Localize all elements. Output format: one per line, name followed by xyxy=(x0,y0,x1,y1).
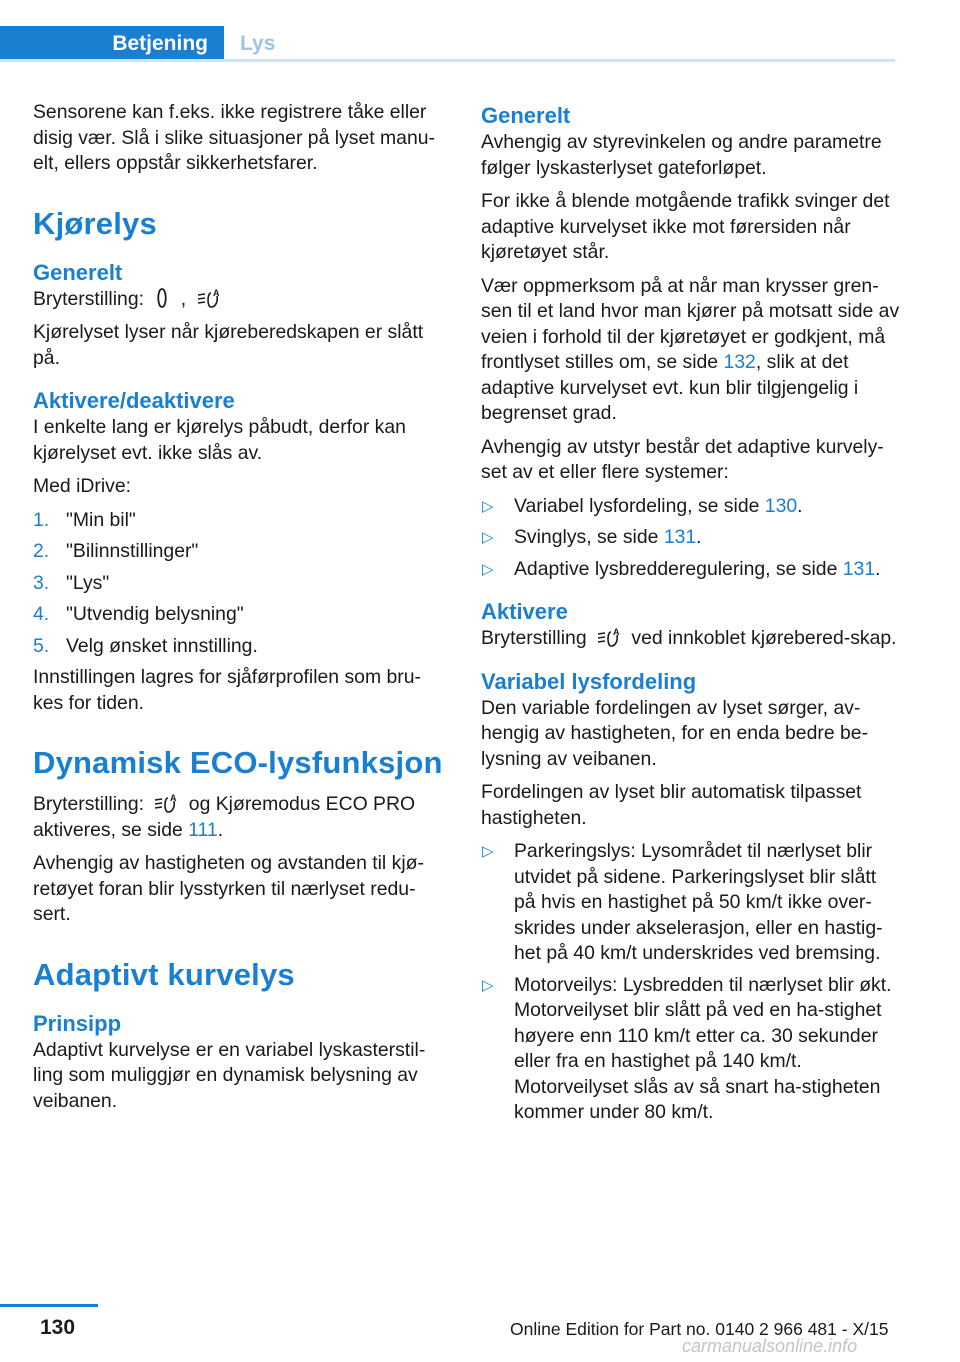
subheading-generelt: Generelt xyxy=(33,259,123,285)
list-item xyxy=(481,557,901,583)
left-column xyxy=(33,100,448,1122)
list-item xyxy=(481,973,901,1126)
heading-eco-light: Dynamisk ECO-lysfunksjon xyxy=(33,745,443,780)
automatic-headlight-icon xyxy=(196,287,222,309)
watermark: carmanualsonline.info xyxy=(682,1336,858,1356)
eco-text: og Kjøremodus ECO PRO aktiveres, se side xyxy=(33,793,416,841)
system-text: Svinglys, se side xyxy=(514,526,659,548)
idrive-label: Med iDrive: xyxy=(33,475,132,497)
light-modes-list xyxy=(481,839,901,1126)
generelt-p2: For ikke å blende motgående trafikk svinger det adaptive kurvelyset ikke mot førersiden når kjøretøyet står. xyxy=(481,190,890,263)
variabel-p1: Den variable fordelingen av lyset sørger, av-hengig av hastigheten, for en enda bedre be-lysning av veibanen. xyxy=(481,696,869,770)
triangle-bullet-icon: ▷ xyxy=(482,529,494,546)
intro-paragraph: Sensorene kan f.eks. ikke registrere tåke eller disig vær. Slå i slike situasjoner på lyset manu-elt, ellers oppstår sikkerhetsfarer. xyxy=(33,101,435,174)
triangle-bullet-icon: ▷ xyxy=(482,560,494,578)
generelt-p4: Avhengig av utstyr består det adaptive kurvely-set av et eller flere systemer: xyxy=(481,435,884,483)
triangle-bullet-icon: ▷ xyxy=(482,976,494,994)
aktivere-text-end: ved innkoblet kjørebered-skap. xyxy=(631,627,897,649)
page-link-111[interactable]: 111 xyxy=(188,818,218,841)
page-link-132[interactable]: 132 xyxy=(723,351,756,373)
switch-position-line xyxy=(33,287,448,313)
p3-text: Vær oppmerksom på at når man krysser gren-sen til et land hvor man kjører på motsatt side av veien i forhold til der kjøretøyet er godkjent, må frontlyset stilles om, se side xyxy=(481,274,900,373)
page-number: 130 xyxy=(40,1316,76,1339)
systems-list xyxy=(481,494,901,583)
subheading-generelt: Generelt xyxy=(481,103,571,128)
p3-text-end: , slik at det adaptive kurvelyset evt. kun blir tilgjengelig i begrenset grad. xyxy=(481,351,859,424)
aktivere-line xyxy=(481,626,901,652)
step-number: 5. xyxy=(33,634,50,657)
section-tab-lys[interactable]: Lys xyxy=(240,32,276,55)
automatic-headlight-icon xyxy=(153,792,179,814)
system-text: Adaptive lysbredderegulering, se side xyxy=(514,557,838,580)
list-item xyxy=(33,508,448,534)
step-text: Velg ønsket innstilling. xyxy=(66,634,258,657)
prinsipp-text: Adaptivt kurvelyse er en variabel lyskasterstil-ling som muliggjør en dynamisk belysning av veibanen. xyxy=(33,1038,426,1112)
mode-text: Parkeringslys: Lysområdet til nærlyset blir utvidet på sidene. Parkeringslyset blir slått på hvis en hastighet på 50 km/t ikke over-skrides under akselerasjon, eller en hastig-het på 40 km/t underskrides ved bremsing. xyxy=(514,840,883,964)
subheading-aktivere: Aktivere xyxy=(481,599,568,624)
step-number: 1. xyxy=(33,508,50,531)
system-end: . xyxy=(875,557,881,580)
chapter-tab-betjening[interactable]: Betjening xyxy=(0,26,224,62)
switch-label: Bryterstilling: xyxy=(33,793,144,815)
eco-text-end: . xyxy=(217,818,224,841)
svg-text:A: A xyxy=(170,793,177,803)
header-rule xyxy=(0,59,895,62)
step-number: 4. xyxy=(33,603,50,625)
list-item xyxy=(481,525,901,551)
step-text: "Lys" xyxy=(66,571,110,594)
automatic-headlight-icon xyxy=(596,626,622,648)
heading-kjorelys: Kjørelys xyxy=(33,205,157,241)
list-item xyxy=(33,539,448,565)
edition-text: Online Edition for Part no. 0140 2 966 481 - X/15 xyxy=(510,1319,889,1339)
list-item xyxy=(33,602,448,628)
generelt-p3 xyxy=(481,274,901,427)
switch-label: Bryterstilling: xyxy=(33,287,144,310)
list-item xyxy=(33,634,448,660)
svg-text:A: A xyxy=(212,287,220,298)
heading-adaptive-curve-light: Adaptivt kurvelys xyxy=(33,956,295,992)
step-number: 2. xyxy=(33,540,50,562)
page-link-131[interactable]: 131 xyxy=(842,557,876,580)
page-link-131[interactable]: 131 xyxy=(663,526,697,548)
step-text: "Utvendig belysning" xyxy=(66,603,244,625)
kjorelys-text: Kjørelyset lyser når kjøreberedskapen er slått på. xyxy=(33,321,424,369)
list-item xyxy=(481,494,901,520)
aktivere-text: I enkelte lang er kjørelys påbudt, derfor kan kjørelyset evt. ikke slås av. xyxy=(33,416,406,464)
mode-text: Motorveilys: Lysbredden til nærlyset blir økt. Motorveilyset blir slått på ved en ha-stighet høyere enn 110 km/t etter ca. 30 sekunder eller fra en hastighet på 140 km/t. Motorveilyset slås av så snart ha-stigheten kommer under 80 km/t. xyxy=(514,973,892,1123)
subheading-variabel-lysfordeling: Variabel lysfordeling xyxy=(481,668,697,694)
generelt-p1: Avhengig av styrevinkelen og andre parametre følger lyskasterlyset gateforløpet. xyxy=(481,131,882,179)
page-header xyxy=(0,26,895,62)
switch-separator: , xyxy=(180,287,187,310)
step-text: "Min bil" xyxy=(66,508,136,531)
triangle-bullet-icon: ▷ xyxy=(482,843,494,860)
step-text: "Bilinnstillinger" xyxy=(66,540,199,562)
right-column xyxy=(481,100,901,1132)
list-item xyxy=(33,571,448,597)
system-end: . xyxy=(797,494,803,517)
aktivere-text: Bryterstilling xyxy=(481,627,587,649)
step-number: 3. xyxy=(33,571,50,594)
eco-switch-line xyxy=(33,792,448,843)
daytime-light-icon xyxy=(153,287,171,309)
idrive-steps xyxy=(33,508,448,660)
settings-saved-text: Innstillingen lagres for sjåførprofilen som bru-kes for tiden. xyxy=(33,666,421,714)
variabel-p2: Fordelingen av lyset blir automatisk tilpasset hastigheten. xyxy=(481,781,862,829)
triangle-bullet-icon: ▷ xyxy=(482,497,494,515)
svg-text:A: A xyxy=(613,627,620,637)
system-text: Variabel lysfordeling, se side xyxy=(514,494,760,517)
subheading-aktivere-deaktivere: Aktivere/deaktivere xyxy=(33,388,235,413)
footer-rule xyxy=(0,1304,98,1307)
list-item xyxy=(481,839,901,967)
system-end: . xyxy=(696,526,702,548)
eco-description: Avhengig av hastigheten og avstanden til kjø-retøyet foran blir lysstyrken til nærlyset redu-sert. xyxy=(33,852,424,925)
subheading-prinsipp: Prinsipp xyxy=(33,1010,122,1036)
page-link-130[interactable]: 130 xyxy=(764,494,798,517)
